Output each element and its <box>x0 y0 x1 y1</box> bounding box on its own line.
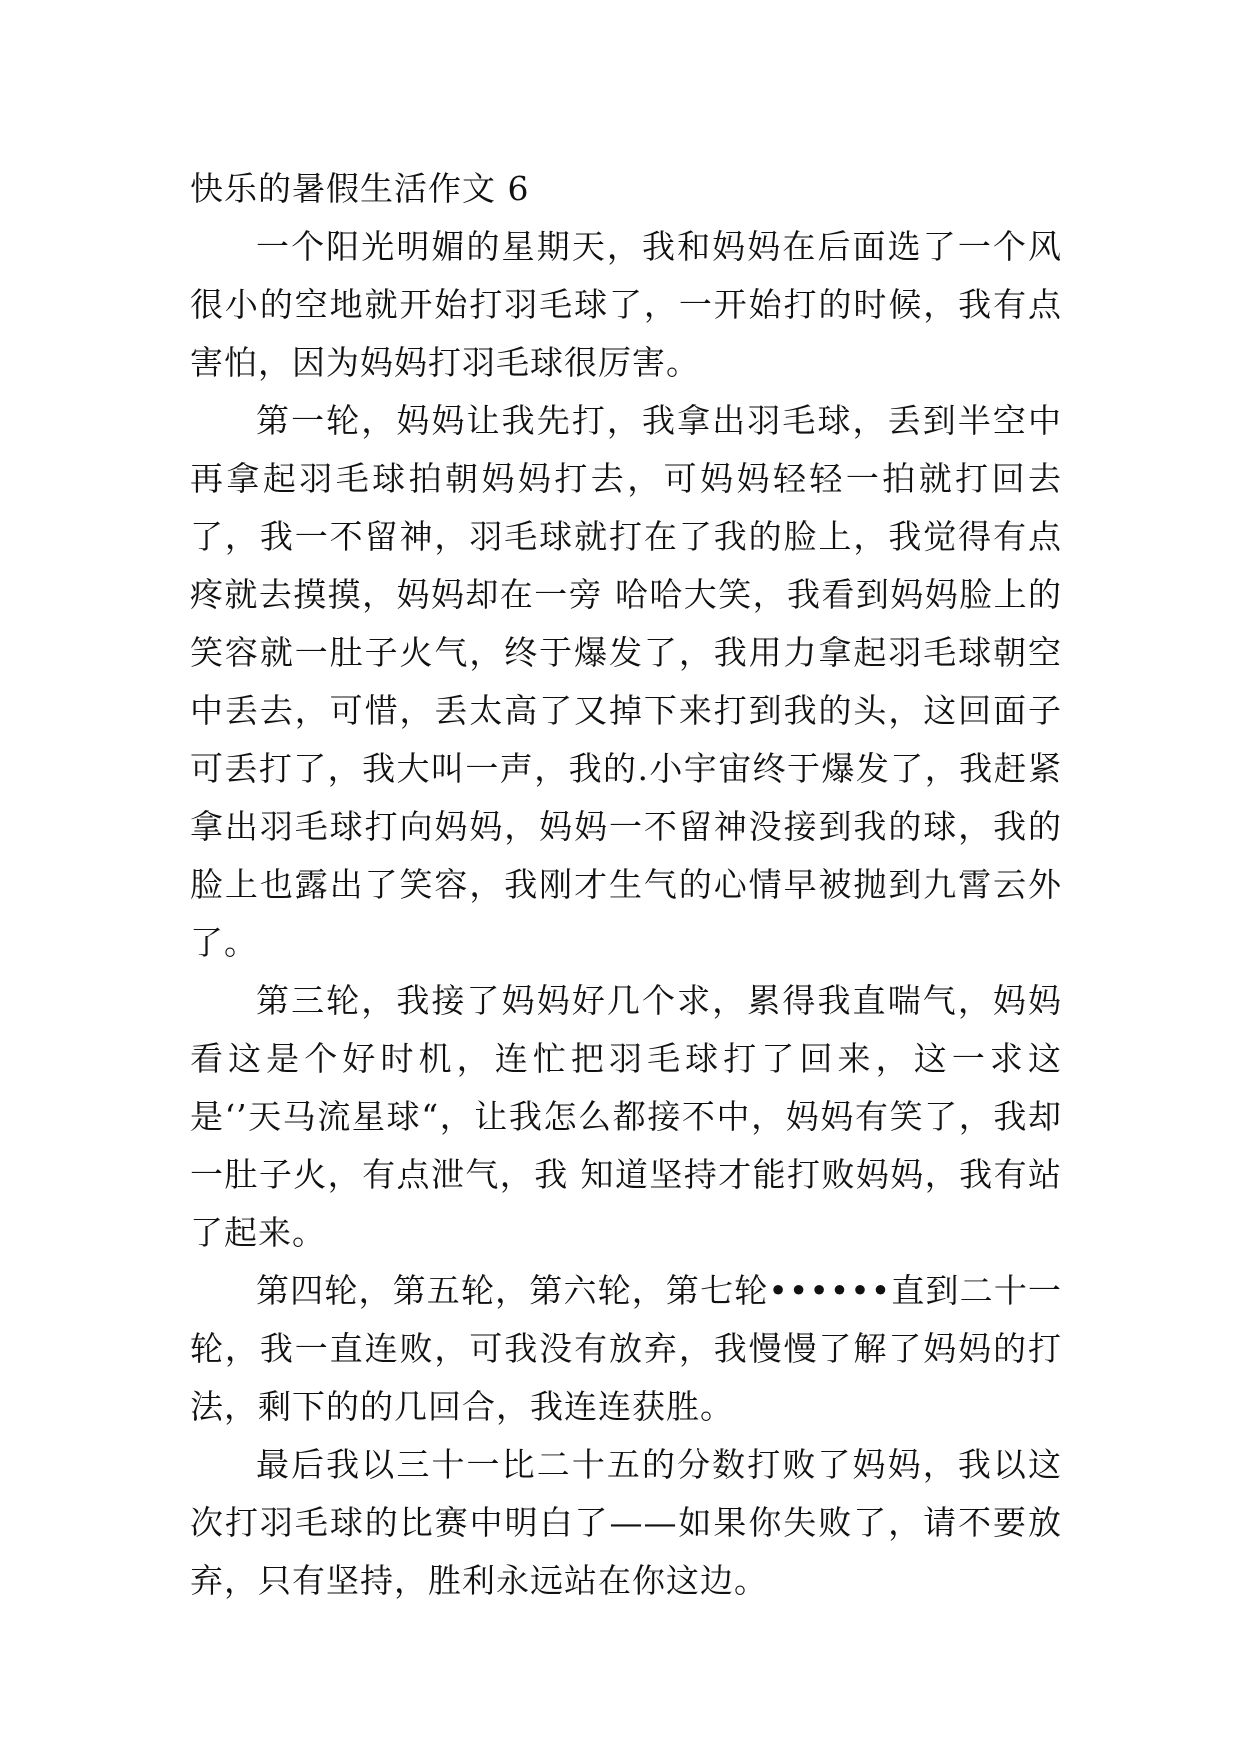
paragraph-2: 第一轮，妈妈让我先打，我拿出羽毛球，丢到半空中再拿起羽毛球拍朝妈妈打去，可妈妈轻轻一拍就打回去了，我一不留神，羽毛球就打在了我的脸上，我觉得有点疼就去摸摸，妈妈却在一旁 哈哈大笑，我看到妈妈脸上的笑容就一肚子火气，终于爆发了，我用力拿起羽毛球朝空中丢去，可惜，丢太高了又掉下来打到我的头，这回面子可丢打了，我大叫一声，我的.小宇宙终于爆发了，我赶紧 拿出羽毛球打向妈妈，妈妈一不留神没接到我的球，我的脸上也露出了笑容，我刚才生气的心情早被抛到九霄云外了。 <box>190 401 1062 962</box>
paragraph-5: 最后我以三十一比二十五的分数打败了妈妈，我以这次打羽毛球的比赛中明白了——如果你失败了，请不要放弃，只有坚持，胜利永远站在你这边。 <box>190 1445 1062 1600</box>
paragraph-4: 第四轮，第五轮，第六轮，第七轮••••••直到二十一轮，我一直连败，可我没有放弃，我慢慢了解了妈妈的打法，剩下的的几回合，我连连获胜。 <box>190 1271 1062 1426</box>
essay-title: 快乐的暑假生活作文 6 <box>190 169 530 208</box>
document-body <box>190 160 1062 1610</box>
paragraph-3: 第三轮，我接了妈妈好几个求，累得我直喘气，妈妈看这是个好时机，连忙把羽毛球打了回来，这一求这是‘’天马流星球“，让我怎么都接不中，妈妈有笑了，我却一肚子火，有点泄气，我 知道坚持才能打败妈妈，我有站了起来。 <box>190 981 1062 1252</box>
paragraph-1: 一个阳光明媚的星期天，我和妈妈在后面选了一个风很小的空地就开始打羽毛球了，一开始打的时候，我有点害怕，因为妈妈打羽毛球很厉害。 <box>190 227 1062 382</box>
